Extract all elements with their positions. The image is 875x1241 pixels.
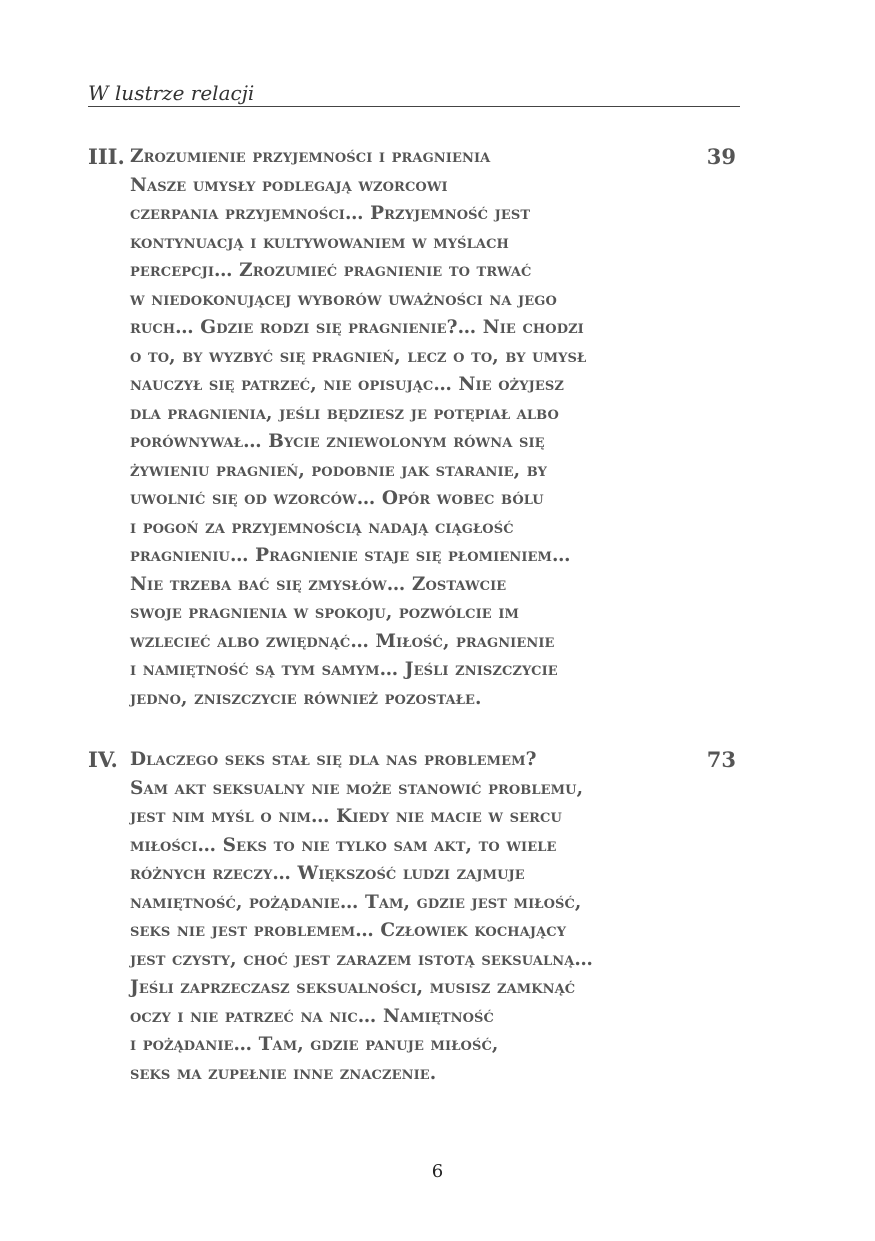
summary-line: oczy i nie patrzeć na nic… Namiętność: [130, 1005, 494, 1027]
summary-line: wzlecieć albo zwiędnąć… Miłość, pragnienie: [130, 630, 555, 652]
chapter-title: Zrozumienie przyjemności i pragnienia: [130, 146, 491, 167]
summary-line: kontynuacją i kultywowaniem w myślach: [130, 231, 509, 253]
summary-line: w niedokonującej wyborów uważności na jego: [130, 288, 557, 310]
summary-line: Jeśli zaprzeczasz seksualności, musisz zamknąć: [130, 977, 576, 998]
summary-line: i pożądanie… Tam, gdzie panuje miłość,: [130, 1034, 499, 1055]
summary-line: żywieniu pragnień, podobnie jak staranie, by: [130, 459, 548, 481]
summary-line: miłości… Seks to nie tylko sam akt, to wiele: [130, 834, 557, 856]
summary-line: nauczył się patrzeć, nie opisując… Nie ożyjesz: [130, 374, 564, 395]
summary-line: różnych rzeczy… Większość ludzi zajmuje: [130, 863, 525, 884]
summary-line: jest czysty, choć jest zarazem istotą seksualną…: [130, 948, 593, 970]
running-head: W lustrze relacji: [88, 81, 255, 105]
page-number: 6: [431, 1161, 444, 1182]
summary-line: i pogoń za przyjemnością nadają ciągłość: [130, 516, 514, 538]
chapter-page-ref: 73: [706, 747, 736, 772]
summary-line: namiętność, pożądanie… Tam, gdzie jest miłość,: [130, 891, 582, 913]
summary-line: czerpania przyjemności… Przyjemność jest: [130, 203, 531, 224]
chapter-summary: [130, 746, 690, 1088]
summary-line: uwolnić się od wzorców… Opór wobec bólu: [130, 488, 544, 509]
chapter-page-ref: 39: [706, 144, 736, 169]
summary-line: Sam akt seksualny nie może stanowić problemu,: [130, 777, 584, 799]
summary-line: ruch… Gdzie rodzi się pragnienie?… Nie chodzi: [130, 317, 584, 338]
summary-line: jest nim myśl o nim… Kiedy nie macie w sercu: [130, 806, 562, 827]
chapter-numeral: III.: [88, 144, 125, 169]
summary-line: swoje pragnienia w spokoju, pozwólcie im: [130, 602, 520, 623]
summary-line: percepcji… Zrozumieć pragnienie to trwać: [130, 260, 532, 281]
summary-line: Nie trzeba bać się zmysłów… Zostawcie: [130, 573, 507, 595]
summary-line: pragnieniu… Pragnienie staje się płomieniem…: [130, 545, 571, 566]
chapter-numeral: IV.: [88, 747, 118, 772]
header-rule: [88, 106, 740, 107]
summary-line: jedno, zniszczycie również pozostałe.: [130, 687, 482, 709]
summary-line: porównywał… Bycie zniewolonym równa się: [130, 431, 545, 452]
summary-line: seks nie jest problemem… Człowiek kochający: [130, 920, 567, 941]
summary-line: seks ma zupełnie inne znaczenie.: [130, 1062, 437, 1084]
chapter-title: Dlaczego seks stał się dla nas problemem?: [130, 749, 537, 770]
summary-line: o to, by wyzbyć się pragnień, lecz o to, by umysł: [130, 345, 587, 367]
summary-line: i namiętność są tym samym… Jeśli zniszczycie: [130, 659, 558, 680]
summary-line: dla pragnienia, jeśli będziesz je potępiał albo: [130, 402, 559, 424]
summary-line: Nasze umysły podlegają wzorcowi: [130, 174, 448, 196]
chapter-summary: [130, 143, 690, 713]
